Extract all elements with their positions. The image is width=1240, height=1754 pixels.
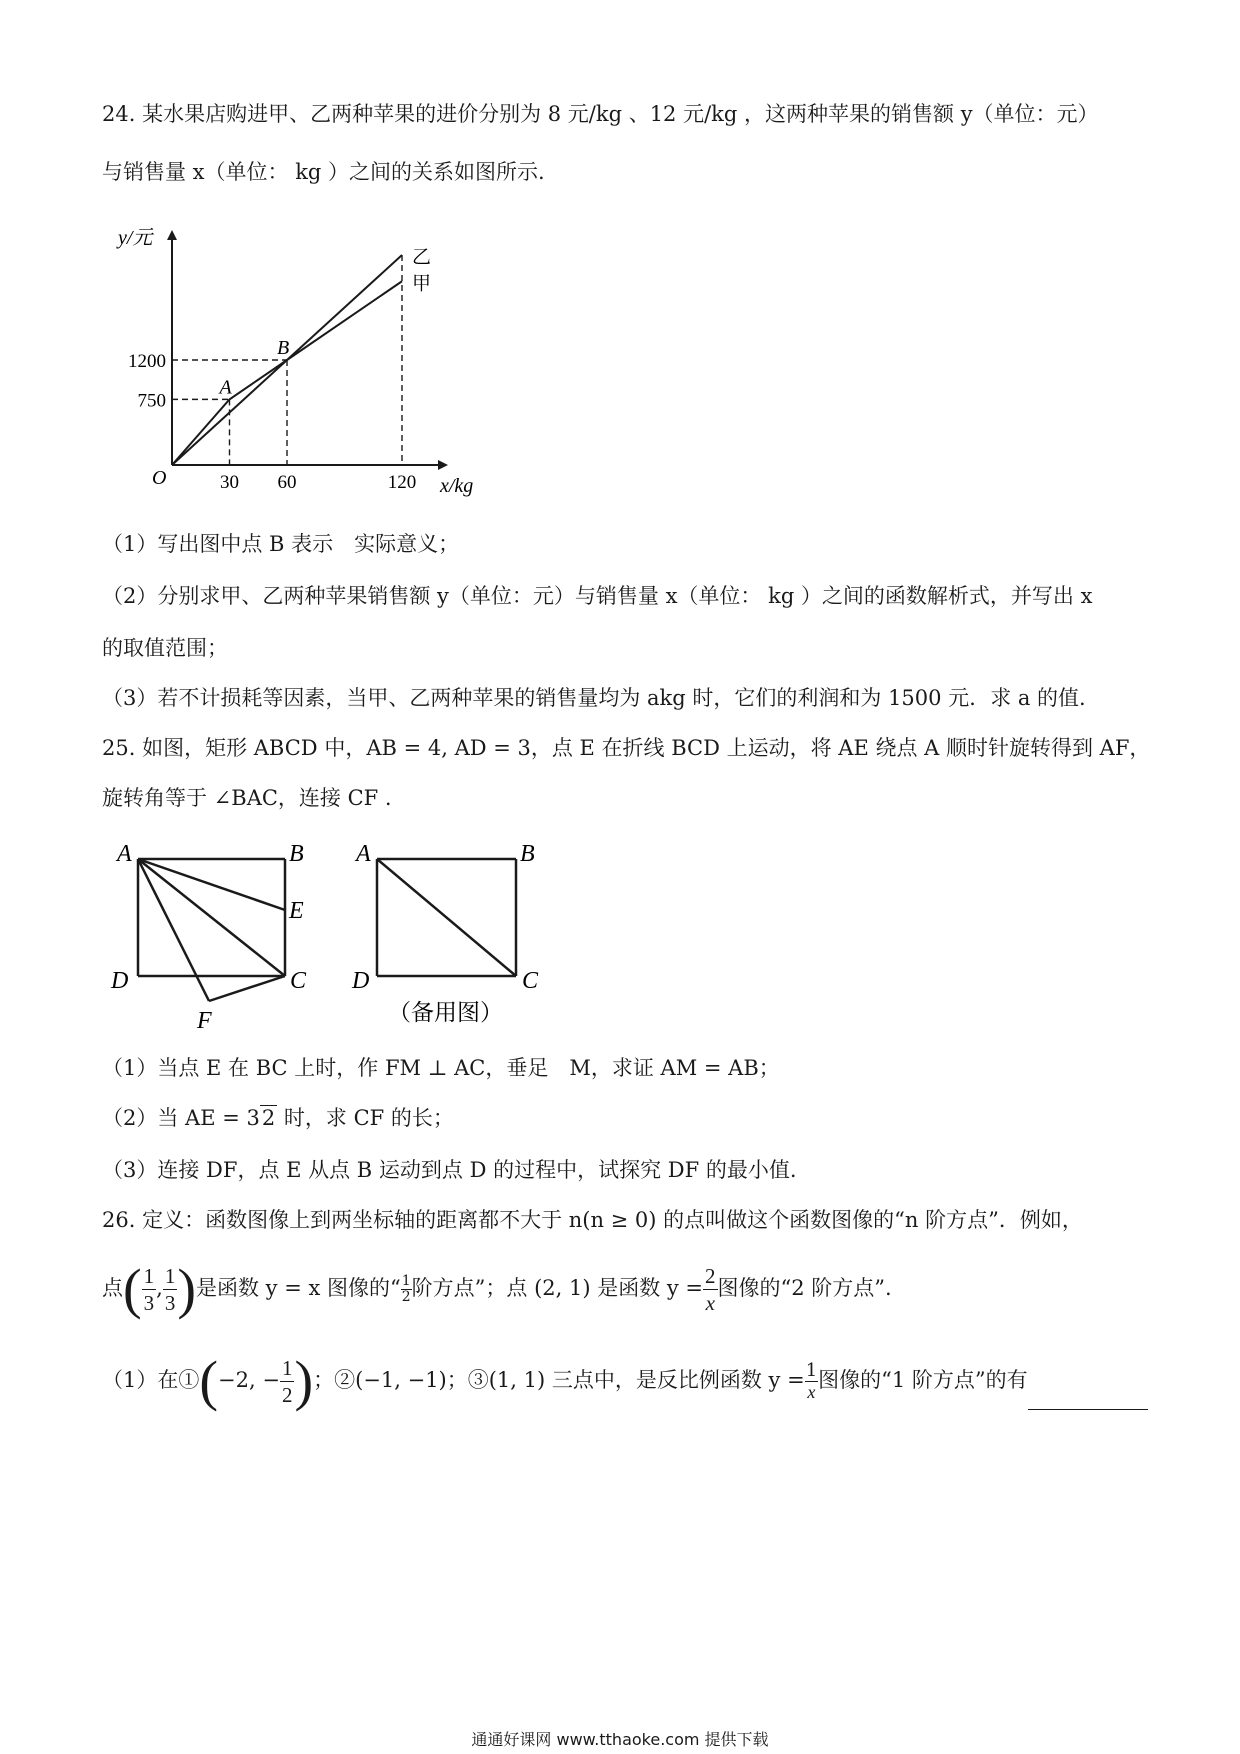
backup-label-b: B: [520, 841, 535, 867]
label-a: A: [117, 841, 132, 867]
frac-one-half: [401, 1274, 412, 1305]
q26-line2: 点( $\frac{1}{3}$ , $\frac{1}{3}$ )是函数 y = x 图像的“ $\frac{1}{2}$ 阶方点”；点 (2, 1) 是函数 y = $\frac{2}{x}$ 图像的“2 阶方点”.: [102, 1258, 892, 1321]
paren-close: ): [177, 1258, 196, 1321]
y-axis-arrow: [167, 230, 177, 240]
q26-p1-b: −2, −: [218, 1368, 280, 1392]
q24-line2: 与销售量 x（单位： kg ）之间的关系如图所示.: [102, 160, 545, 184]
q26-line1: 26. 定义：函数图像上到两坐标轴的距离都不大于 n(n ≥ 0) 的点叫做这个函数图像的“n 阶方点”．例如，: [102, 1208, 1083, 1232]
q25-line1: 25. 如图，矩形 ABCD 中，AB = 4, AD = 3，点 E 在折线 BCD 上运动，将 AE 绕点 A 顺时针旋转得到 AF，: [102, 736, 1151, 760]
q24-part3: （3）若不计损耗等因素，当甲、乙两种苹果的销售量均为 akg 时，它们的利润和为 1500 元．求 a 的值.: [102, 686, 1086, 710]
origin-label: O: [152, 467, 167, 489]
label-b: B: [289, 841, 304, 867]
q26-l2-d: 图像的“2 阶方点”.: [717, 1276, 892, 1300]
q24-part2b: 的取值范围；: [102, 636, 228, 660]
answer-blank[interactable]: [1028, 1387, 1148, 1410]
q26-l2-b: 是函数 y = x 图像的“: [196, 1276, 401, 1300]
backup-caption: （备用图）: [388, 1000, 503, 1025]
frac-one-half-big: [280, 1355, 295, 1408]
y-tick-label: 1200: [128, 351, 166, 372]
frac-den: 3: [143, 1291, 155, 1315]
point-label: A: [219, 376, 232, 399]
x-axis-arrow: [438, 460, 448, 470]
x-tick-label: 60: [277, 472, 297, 493]
backup-label-a: A: [356, 841, 371, 867]
q26-p1-c: ；②(−1, −1)；③(1, 1) 三点中，是反比例函数 y =: [313, 1368, 805, 1392]
frac-num: 1: [401, 1273, 411, 1289]
label-e: E: [289, 898, 304, 924]
frac-num: 1: [143, 1264, 155, 1288]
frac-den: 2: [281, 1383, 293, 1407]
x-tick-label: 30: [220, 472, 239, 493]
q26-p1-a: （1）在①: [102, 1368, 200, 1392]
frac-den: 3: [164, 1291, 176, 1315]
x-axis-label: x/kg: [440, 475, 474, 497]
q25-part1: （1）当点 E 在 BC 上时，作 FM ⊥ AC，垂足 M，求证 AM = AB；: [102, 1056, 780, 1080]
q25-part3: （3）连接 DF，点 E 从点 B 运动到点 D 的过程中，试探究 DF 的最小值.: [102, 1158, 797, 1182]
q25-part2-radicand: 2: [261, 1106, 276, 1130]
frac-den: x: [807, 1382, 816, 1402]
x-tick-label: 120: [387, 472, 417, 493]
q26-l2-a: 点: [102, 1276, 123, 1300]
q25-part2: [102, 1104, 454, 1132]
q24-part2a: （2）分别求甲、乙两种苹果销售额 y（单位：元）与销售量 x（单位： kg ）之间的函数解析式，并写出 x: [102, 584, 1093, 608]
y-axis-label: y/元: [118, 227, 153, 249]
q26-l2-c: 阶方点”；点 (2, 1) 是函数 y =: [411, 1276, 704, 1300]
series-label: 甲: [412, 273, 432, 295]
point-label: B: [277, 337, 290, 359]
q25-part2-pre: （2）当 AE = 3: [102, 1106, 260, 1130]
backup-label-c: C: [522, 968, 539, 994]
frac-den: x: [705, 1291, 715, 1315]
frac-den: 2: [401, 1289, 411, 1305]
frac-one-third-2: [163, 1263, 178, 1316]
frac-one-over-x: [805, 1361, 818, 1402]
q25-part2-post: 时，求 CF 的长；: [277, 1106, 454, 1130]
q26-part1: [102, 1350, 1148, 1416]
q25-figure-backup: [350, 835, 570, 1035]
frac-num: 1: [164, 1264, 176, 1288]
frac-num: 1: [805, 1360, 818, 1381]
paren-open-2: (: [199, 1350, 219, 1413]
q24-chart: [100, 220, 520, 510]
q25-line2: 旋转角等于 ∠BAC，连接 CF .: [102, 786, 392, 810]
frac-two-over-x: [703, 1263, 718, 1316]
series-label: 乙: [412, 247, 432, 268]
frac-num: 2: [705, 1264, 716, 1288]
q25-figure-main: [105, 835, 335, 1035]
label-d: D: [111, 968, 129, 994]
frac-one-third: [142, 1263, 157, 1316]
paren-open: (: [123, 1258, 142, 1321]
footer: 通通好课网 www.tthaoke.com 提供下载: [471, 1730, 769, 1749]
frac-num: 1: [281, 1356, 293, 1380]
y-tick-label: 750: [137, 390, 166, 412]
q24-line1: 24. 某水果店购进甲、乙两种苹果的进价分别为 8 元/kg 、12 元/kg ，这两种苹果的销售额 y（单位：元）: [102, 102, 1099, 126]
q26-p1-d: 图像的“1 阶方点”的有: [818, 1368, 1028, 1392]
backup-label-d: D: [352, 968, 370, 994]
paren-close-2: ): [294, 1350, 314, 1413]
q24-part1: （1）写出图中点 B 表示 实际意义；: [102, 532, 460, 556]
label-f: F: [197, 1008, 212, 1034]
label-c: C: [290, 968, 307, 994]
